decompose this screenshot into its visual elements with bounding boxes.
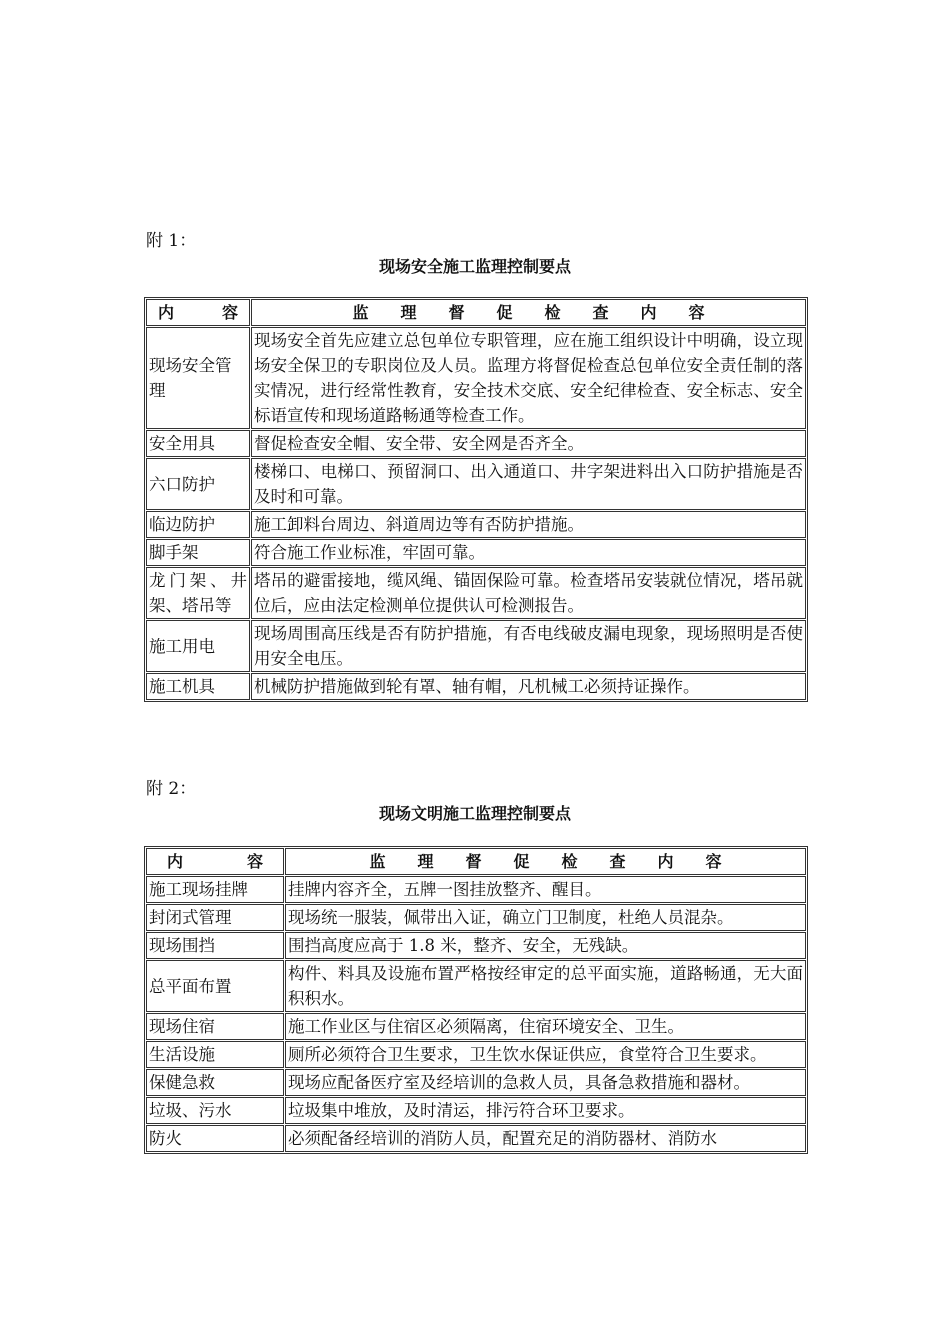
row-item: 封闭式管理: [146, 904, 284, 931]
table-header-row: [146, 848, 806, 875]
safety-control-table: [144, 297, 808, 702]
row-content: 构件、料具及设施布置严格按经审定的总平面实施，道路畅通，无大面积积水。: [285, 960, 806, 1012]
row-item: 生活设施: [146, 1041, 284, 1068]
header-inspection-content: 监 理 督 促 检 查 内 容: [285, 848, 806, 875]
row-content: 施工作业区与住宿区必须隔离，住宿环境安全、卫生。: [285, 1013, 806, 1040]
table-row: [146, 904, 806, 931]
table-row: [146, 960, 806, 1012]
row-content: 符合施工作业标准，牢固可靠。: [251, 539, 806, 566]
table-row: [146, 511, 806, 538]
row-item: 垃圾、污水: [146, 1097, 284, 1124]
row-item: 施工用电: [146, 620, 250, 672]
appendix-1-title: 现场安全施工监理控制要点: [378, 257, 571, 276]
row-item: 临边防护: [146, 511, 250, 538]
table-row: [146, 327, 806, 429]
row-content: 楼梯口、电梯口、预留洞口、出入通道口、井字架进料出入口防护措施是否及时和可靠。: [251, 458, 806, 510]
row-item: 施工机具: [146, 673, 250, 700]
header-inspection-content: 监 理 督 促 检 查 内 容: [251, 299, 806, 326]
table-row: [146, 620, 806, 672]
row-content: 现场安全首先应建立总包单位专职管理，应在施工组织设计中明确，设立现场安全保卫的专职岗位及人员。监理方将督促检查总包单位安全责任制的落实情况，进行经常性教育，安全技术交底、安全纪律检查、安全标志、安全标语宣传和现场道路畅通等检查工作。: [251, 327, 806, 429]
row-item: 龙门架、井架、塔吊等: [146, 567, 250, 619]
row-item: 脚手架: [146, 539, 250, 566]
row-content: 垃圾集中堆放，及时清运，排污符合环卫要求。: [285, 1097, 806, 1124]
row-item: 现场围挡: [146, 932, 284, 959]
table-row: [146, 1013, 806, 1040]
table-row: [146, 458, 806, 510]
row-item: 现场住宿: [146, 1013, 284, 1040]
table-row: [146, 539, 806, 566]
table-header-row: [146, 299, 806, 326]
row-content: 现场周围高压线是否有防护措施，有否电线破皮漏电现象，现场照明是否使用安全电压。: [251, 620, 806, 672]
row-item: 施工现场挂牌: [146, 876, 284, 903]
row-item: 安全用具: [146, 430, 250, 457]
table-row: [146, 932, 806, 959]
appendix-1-label: 附 1：: [146, 231, 197, 251]
table-row: [146, 1125, 806, 1152]
row-item: 总平面布置: [146, 960, 284, 1012]
table-row: [146, 673, 806, 700]
table-row: [146, 1069, 806, 1096]
row-content: 现场应配备医疗室及经培训的急救人员，具备急救措施和器材。: [285, 1069, 806, 1096]
header-content: 内 容: [146, 299, 250, 326]
table-row: [146, 567, 806, 619]
row-content: 厕所必须符合卫生要求，卫生饮水保证供应，食堂符合卫生要求。: [285, 1041, 806, 1068]
row-content: 机械防护措施做到轮有罩、轴有帽，凡机械工必须持证操作。: [251, 673, 806, 700]
row-content: 塔吊的避雷接地，缆风绳、锚固保险可靠。检查塔吊安装就位情况，塔吊就位后，应由法定检测单位提供认可检测报告。: [251, 567, 806, 619]
row-content: 督促检查安全帽、安全带、安全网是否齐全。: [251, 430, 806, 457]
row-content: 现场统一服装，佩带出入证，确立门卫制度，杜绝人员混杂。: [285, 904, 806, 931]
table-row: [146, 1041, 806, 1068]
civilized-construction-table: [144, 846, 808, 1154]
table-row: [146, 876, 806, 903]
appendix-2-label: 附 2：: [146, 779, 197, 799]
row-item: 现场安全管理: [146, 327, 250, 429]
header-content: 内 容: [146, 848, 284, 875]
row-item: 保健急救: [146, 1069, 284, 1096]
row-item: 六口防护: [146, 458, 250, 510]
row-content: 必须配备经培训的消防人员，配置充足的消防器材、消防水: [285, 1125, 806, 1152]
row-content: 围挡高度应高于 1.8 米，整齐、安全，无残缺。: [285, 932, 806, 959]
row-item: 防火: [146, 1125, 284, 1152]
table-row: [146, 1097, 806, 1124]
table-row: [146, 430, 806, 457]
row-content: 施工卸料台周边、斜道周边等有否防护措施。: [251, 511, 806, 538]
appendix-2-title: 现场文明施工监理控制要点: [378, 804, 571, 823]
row-content: 挂牌内容齐全，五牌一图挂放整齐、醒目。: [285, 876, 806, 903]
